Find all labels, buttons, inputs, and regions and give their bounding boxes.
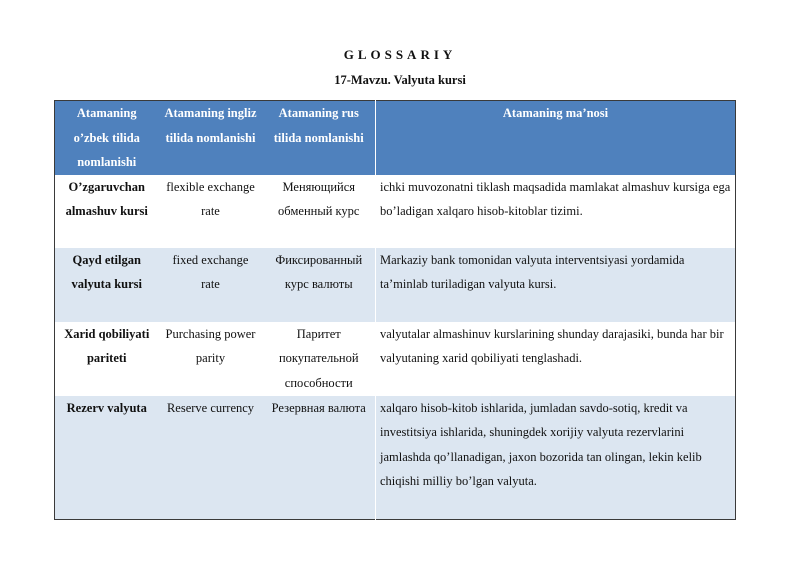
glossary-table (54, 100, 736, 520)
table-row (55, 322, 736, 396)
meaning-cell: Markaziy bank tomonidan valyuta interventsiyasi yordamida ta’minlab turiladigan valyuta kursi. (376, 248, 736, 322)
uzbek-term-cell: Qayd etilgan valyuta kursi (71, 252, 142, 291)
russian-term-cell: Резервная валюта (271, 400, 366, 415)
topic-subtitle: 17-Mavzu. Valyuta kursi (334, 73, 466, 87)
uzbek-term-cell: Xarid qobiliyati pariteti (64, 326, 150, 365)
meaning-cell: valyutalar almashinuv kurslarining shunday darajasiki, bunda har bir valyutaning xarid qobiliyati tenglashadi. (376, 322, 736, 396)
meaning-cell: ichki muvozonatni tiklash maqsadida mamlakat almashuv kursiga ega bo’ladigan xalqaro hisob-kitoblar tizimi. (376, 175, 736, 248)
header-meaning: Atamaning ma’nosi (376, 101, 736, 175)
russian-term-cell: Фиксированный курс валюты (275, 252, 363, 291)
table-row (55, 396, 736, 520)
english-term-cell: Purchasing power parity (165, 326, 256, 365)
english-term-cell: fixed exchange rate (172, 252, 249, 291)
english-term-cell: Reserve currency (166, 400, 255, 415)
meaning-cell: xalqaro hisob-kitob ishlarida, jumladan savdo-sotiq, kredit va investitsiya ishlarida, shuningdek xorijiy valyuta rezervlarini jamlashda qo’llanadigan, jaxon bozorida tan olingan, lekin kelib chiqishi milliy bo’lgan valyuta. (376, 396, 736, 520)
table-row (55, 248, 736, 322)
header-uzbek-term: Atamaning o’zbek tilida nomlanishi (73, 106, 140, 169)
glossary-title: GLOSSARIY (343, 47, 457, 62)
uzbek-term-cell: Rezerv valyuta (66, 400, 147, 415)
russian-term-cell: Меняющийся обменный курс (278, 179, 360, 218)
russian-term-cell: Паритет покупательной способности (278, 326, 359, 390)
english-term-cell: flexible exchange rate (166, 179, 255, 218)
table-header-row (55, 101, 736, 175)
uzbek-term-cell: O’zgaruvchan almashuv kursi (65, 179, 148, 218)
header-russian-term: Atamaning rus tilida nomlanishi (273, 106, 364, 145)
header-english-term: Atamaning ingliz tilida nomlanishi (164, 106, 257, 145)
table-row (55, 175, 736, 248)
